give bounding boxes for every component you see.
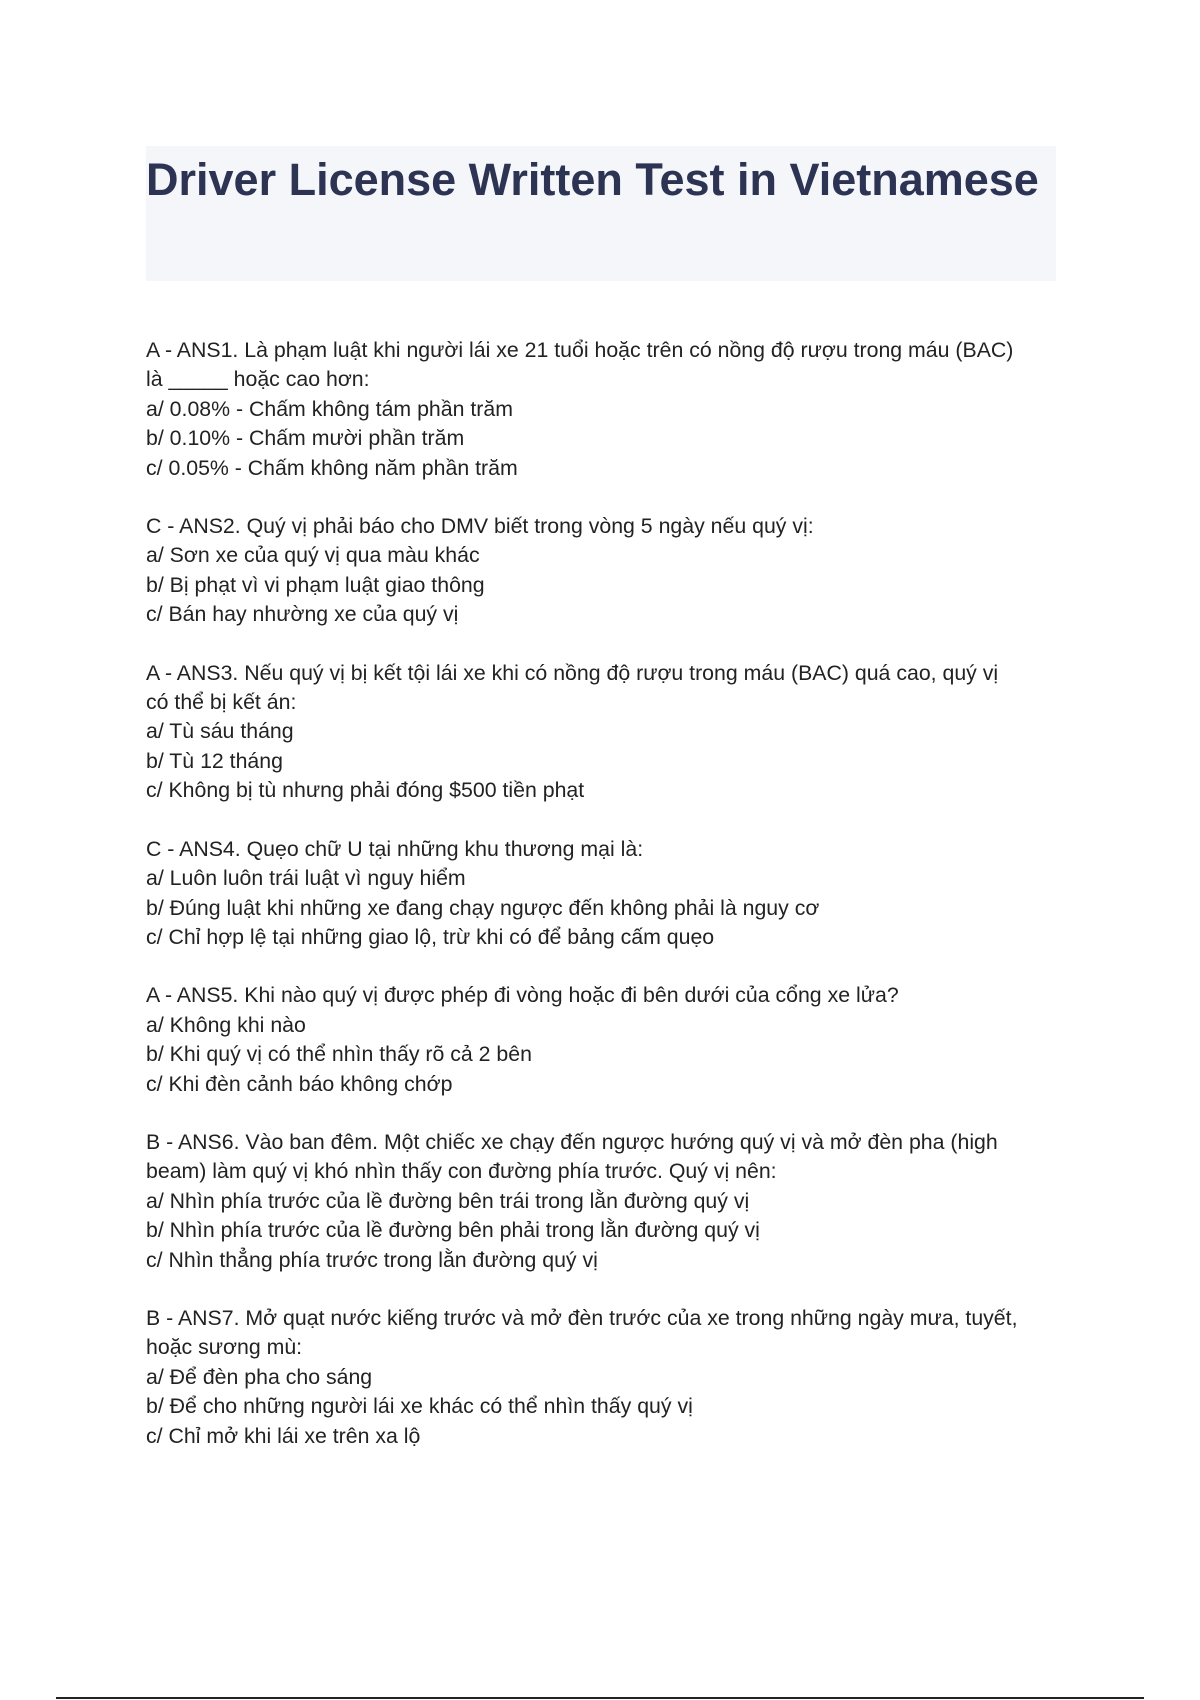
answer-option: b/ Khi quý vị có thể nhìn thấy rõ cả 2 bên [146,1042,532,1067]
question-2 [146,512,1076,630]
answer-option: c/ Chỉ hợp lệ tại những giao lộ, trừ khi có để bảng cấm quẹo [146,924,715,949]
answer-option: b/ Đúng luật khi những xe đang chạy ngược đến không phải là nguy cơ [146,895,820,920]
question-stem-line: C - ANS4. Quẹo chữ U tại những khu thương mại là: [146,836,644,861]
answer-option: b/ Để cho những người lái xe khác có thể nhìn thấy quý vị [146,1394,693,1419]
question-list [146,336,1076,1480]
footer-divider [56,1697,1144,1699]
question-stem-line: A - ANS3. Nếu quý vị bị kết tội lái xe khi có nồng độ rượu trong máu (BAC) quá cao, quý vị [146,660,999,685]
question-stem-line: B - ANS7. Mở quạt nước kiếng trước và mở đèn trước của xe trong những ngày mưa, tuyết, [146,1305,1018,1330]
answer-option: c/ Chỉ mở khi lái xe trên xa lộ [146,1423,421,1448]
answer-option: a/ Để đèn pha cho sáng [146,1364,373,1389]
question-stem-line: A - ANS5. Khi nào quý vị được phép đi vòng hoặc đi bên dưới của cổng xe lửa? [146,983,899,1008]
question-stem-line: A - ANS1. Là phạm luật khi người lái xe 21 tuổi hoặc trên có nồng độ rượu trong máu (BAC) [146,338,1014,362]
question-7 [146,1304,1076,1451]
question-6 [146,1128,1076,1275]
question-5 [146,981,1076,1099]
question-1 [146,336,1076,483]
answer-option: a/ Luôn luôn trái luật vì nguy hiểm [146,866,466,891]
answer-option: b/ Tù 12 tháng [146,748,283,773]
answer-option: b/ Nhìn phía trước của lề đường bên phải trong lằn đường quý vị [146,1218,760,1243]
answer-option: a/ 0.08% - Chấm không tám phần trăm [146,396,513,421]
answer-option: a/ Tù sáu tháng [146,719,294,744]
question-stem-line: beam) làm quý vị khó nhìn thấy con đường phía trước. Quý vị nên: [146,1159,777,1184]
question-stem-line: hoặc sương mù: [146,1335,303,1360]
question-stem-line: là _____ hoặc cao hơn: [146,367,370,392]
answer-option: a/ Không khi nào [146,1012,306,1037]
page-title: Driver License Written Test in Vietnamese [146,154,1039,205]
question-4 [146,835,1076,953]
question-stem-line: có thể bị kết án: [146,690,297,715]
answer-option: c/ Nhìn thẳng phía trước trong lằn đường quý vị [146,1247,598,1272]
answer-option: a/ Nhìn phía trước của lề đường bên trái trong lằn đường quý vị [146,1188,750,1213]
question-3 [146,659,1076,806]
title-banner [146,146,1056,281]
answer-option: b/ Bị phạt vì vi phạm luật giao thông [146,572,485,597]
answer-option: c/ Không bị tù nhưng phải đóng $500 tiền phạt [146,778,585,803]
answer-option: b/ 0.10% - Chấm mười phần trăm [146,426,465,451]
answer-option: a/ Sơn xe của quý vị qua màu khác [146,543,480,568]
answer-option: c/ Khi đèn cảnh báo không chớp [146,1071,453,1096]
question-stem-line: C - ANS2. Quý vị phải báo cho DMV biết trong vòng 5 ngày nếu quý vị: [146,514,814,539]
answer-option: c/ Bán hay nhường xe của quý vị [146,602,459,627]
question-stem-line: B - ANS6. Vào ban đêm. Một chiếc xe chạy đến ngược hướng quý vị và mở đèn pha (high [146,1129,998,1154]
answer-option: c/ 0.05% - Chấm không năm phần trăm [146,455,518,480]
